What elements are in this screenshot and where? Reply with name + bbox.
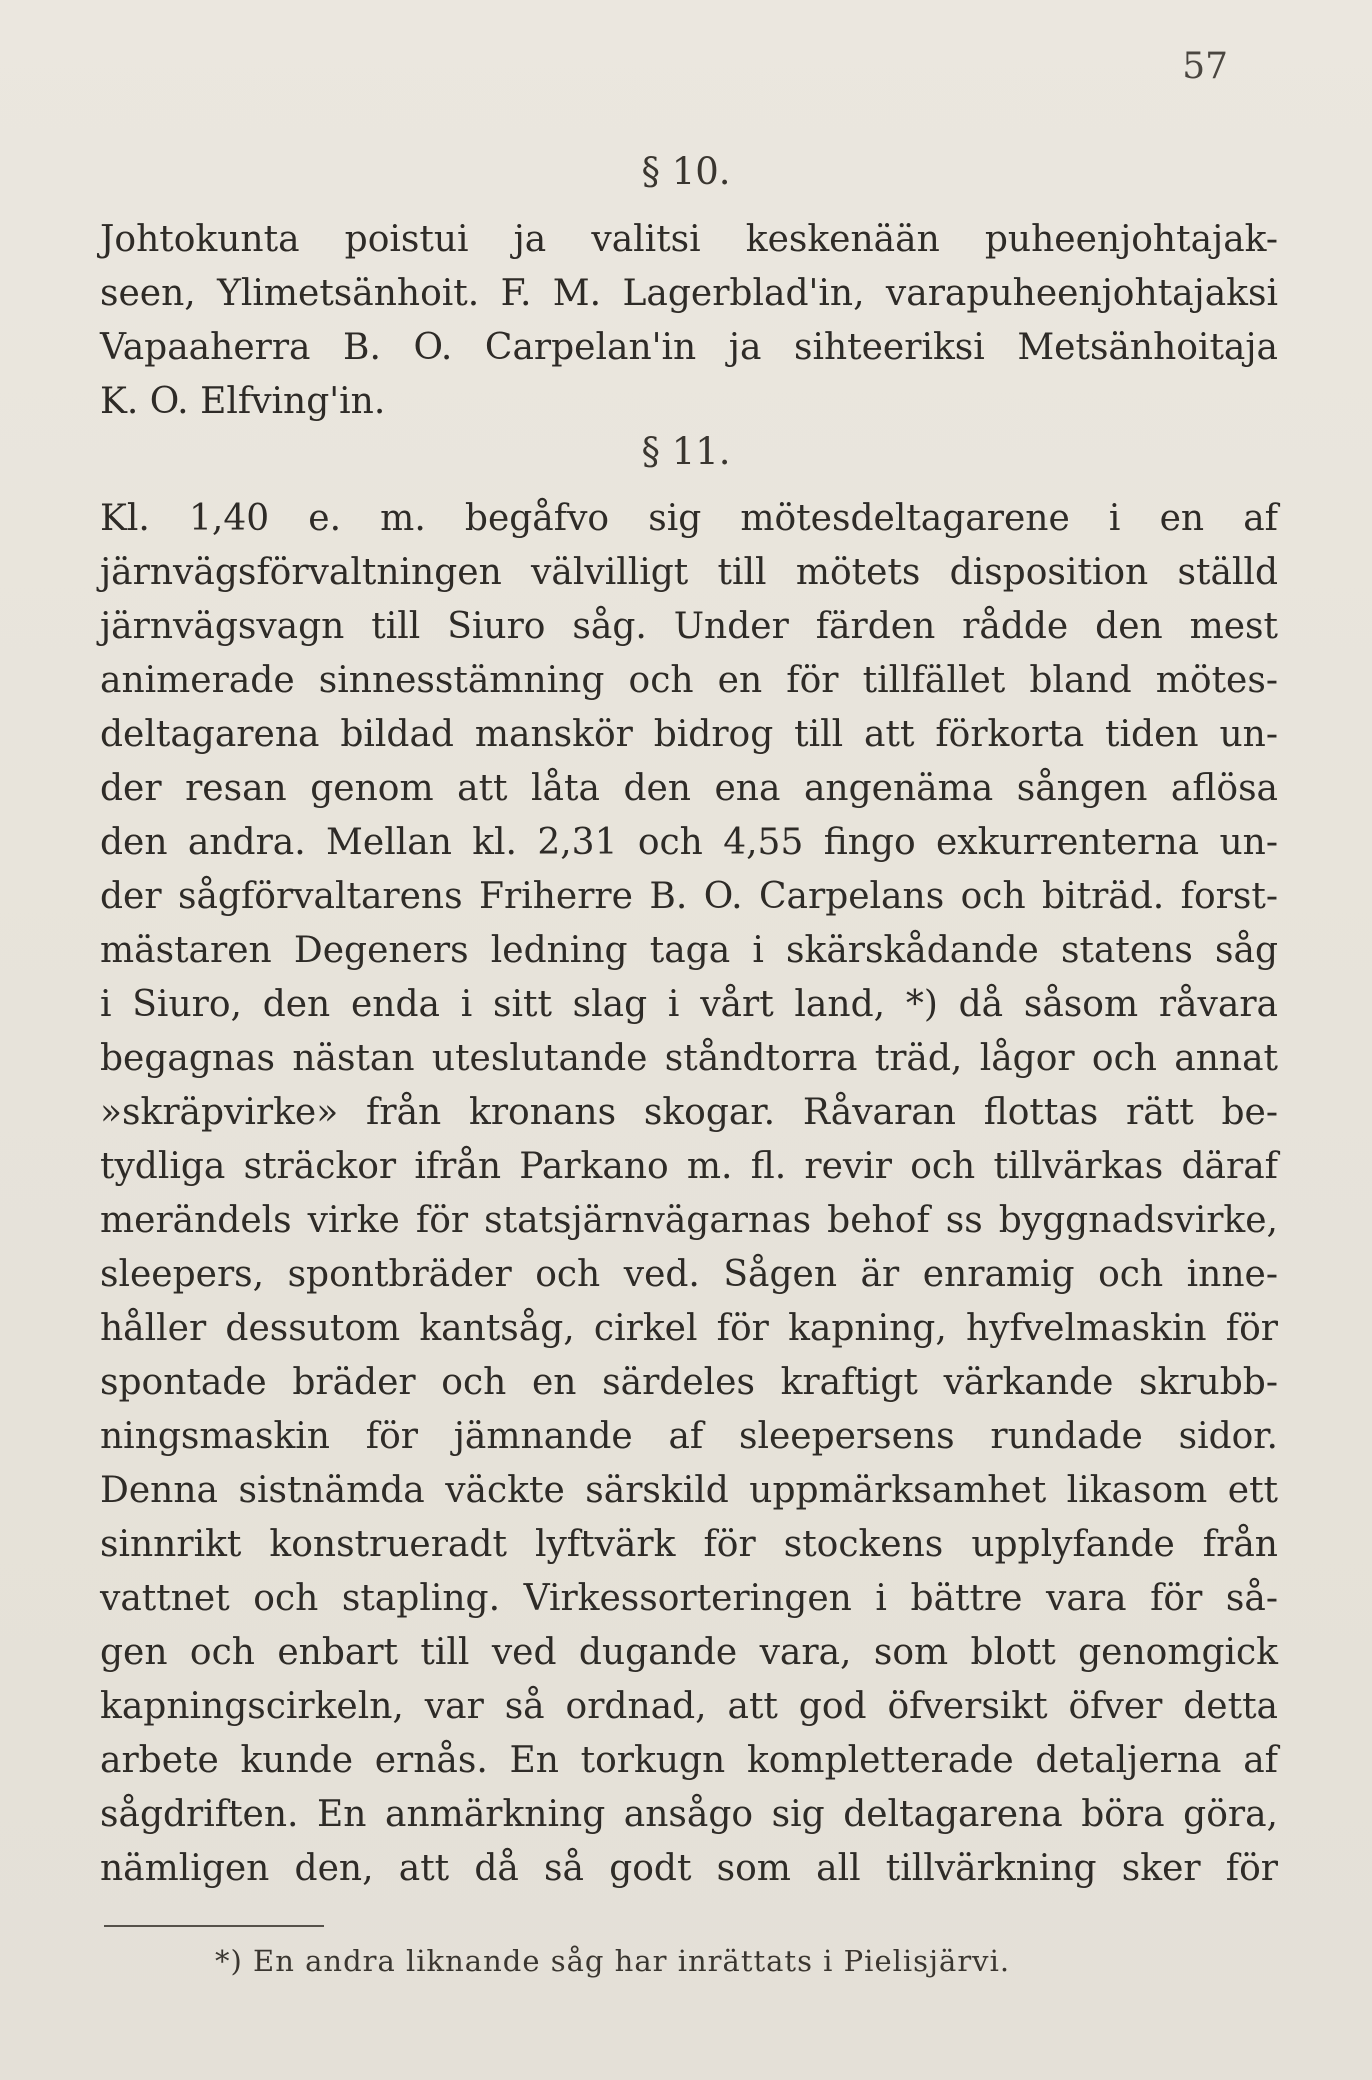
paragraph-line: ningsmaskin för jämnande af sleepersens rundade sidor. bbox=[100, 1416, 1278, 1457]
paragraph-line: Vapaaherra B. O. Carpelan'in ja sihteeriksi Metsänhoitaja bbox=[100, 327, 1278, 368]
paragraph-line: begagnas nästan uteslutande ståndtorra träd, lågor och annat bbox=[100, 1038, 1278, 1079]
footnote-divider bbox=[104, 1925, 324, 1927]
paragraph-line: kapningscirkeln, var så ordnad, att god öfversikt öfver detta bbox=[100, 1686, 1278, 1727]
paragraph-line: Kl. 1,40 e. m. begåfvo sig mötesdeltagarene i en af bbox=[100, 498, 1278, 539]
paragraph-line: mästaren Degeners ledning taga i skärskådande statens såg bbox=[100, 930, 1278, 971]
paragraph-line: animerade sinnesstämning och en för tillfället bland mötes- bbox=[100, 660, 1278, 701]
paragraph-line: K. O. Elfving'in. bbox=[100, 381, 386, 422]
paragraph-line: den andra. Mellan kl. 2,31 och 4,55 fingo exkurrenterna un- bbox=[100, 822, 1278, 863]
footnote: *) En andra liknande såg har inrättats i Pielisjärvi. bbox=[215, 1944, 1011, 1978]
paragraph-line: der sågförvaltarens Friherre B. O. Carpelans och biträd. forst- bbox=[100, 876, 1278, 917]
section-heading-10: § 10. bbox=[641, 150, 731, 193]
paragraph-line: tydliga sträckor ifrån Parkano m. fl. revir och tillvärkas däraf bbox=[100, 1146, 1278, 1187]
paragraph-line: sågdriften. En anmärkning ansågo sig deltagarena böra göra, bbox=[100, 1794, 1278, 1835]
paragraph-line: der resan genom att låta den ena angenäma sången aflösa bbox=[100, 768, 1278, 809]
paragraph-line: håller dessutom kantsåg, cirkel för kapning, hyfvelmaskin för bbox=[100, 1308, 1278, 1349]
paragraph-line: järnvägsförvaltningen välvilligt till mötets disposition ställd bbox=[100, 552, 1278, 593]
paragraph-line: seen, Ylimetsänhoit. F. M. Lagerblad'in, varapuheenjohtajaksi bbox=[100, 273, 1278, 314]
paragraph-line: sleepers, spontbräder och ved. Sågen är enramig och inne- bbox=[100, 1254, 1278, 1295]
page-number: 57 bbox=[1182, 46, 1228, 87]
paragraph-line: nämligen den, att då så godt som all tillvärkning sker för bbox=[100, 1848, 1278, 1889]
paragraph-line: merändels virke för statsjärnvägarnas behof ss byggnadsvirke, bbox=[100, 1200, 1278, 1241]
paragraph-line: sinnrikt konstrueradt lyftvärk för stockens upplyfande från bbox=[100, 1524, 1278, 1565]
paragraph-line: deltagarena bildad manskör bidrog till att förkorta tiden un- bbox=[100, 714, 1278, 755]
paragraph-line: Denna sistnämda väckte särskild uppmärksamhet likasom ett bbox=[100, 1470, 1278, 1511]
paragraph-line: spontade bräder och en särdeles kraftigt värkande skrubb- bbox=[100, 1362, 1278, 1403]
section-heading-11: § 11. bbox=[641, 430, 731, 473]
paragraph-line: Johtokunta poistui ja valitsi keskenään puheenjohtajak- bbox=[100, 219, 1278, 260]
paragraph-line: »skräpvirke» från kronans skogar. Råvaran flottas rätt be- bbox=[100, 1092, 1278, 1133]
paragraph-line: i Siuro, den enda i sitt slag i vårt land, *) då såsom råvara bbox=[100, 984, 1278, 1025]
paragraph-line: arbete kunde ernås. En torkugn kompletterade detaljerna af bbox=[100, 1740, 1278, 1781]
paragraph-line: järnvägsvagn till Siuro såg. Under färden rådde den mest bbox=[100, 606, 1278, 647]
paragraph-line: vattnet och stapling. Virkessorteringen i bättre vara för så- bbox=[100, 1578, 1278, 1619]
paragraph-line: gen och enbart till ved dugande vara, som blott genomgick bbox=[100, 1632, 1278, 1673]
